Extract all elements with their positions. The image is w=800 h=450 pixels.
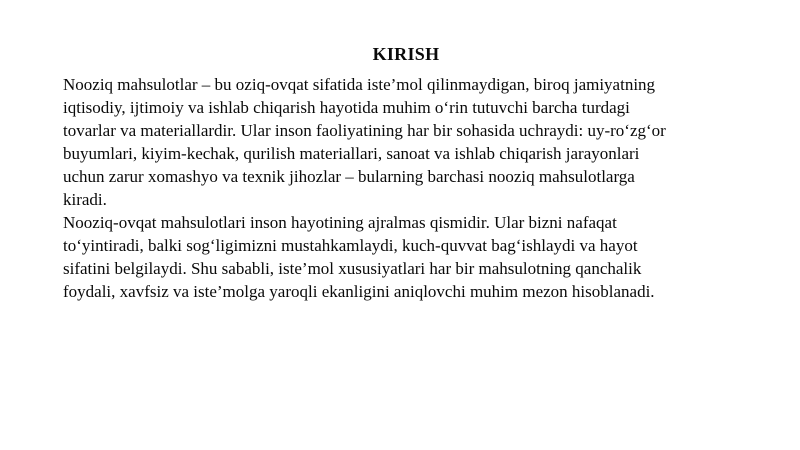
paragraph-line: toʻyintiradi, balki sogʻligimizni mustahkamlaydi, kuch-quvvat bagʻishlaydi va hayot bbox=[63, 236, 638, 255]
text-block bbox=[63, 42, 749, 303]
paragraph-line: foydali, xavfsiz va iste’molga yaroqli ekanligini aniqlovchi muhim mezon hisoblanadi. bbox=[63, 282, 655, 301]
paragraph-line: uchun zarur xomashyo va texnik jihozlar – bularning barchasi nooziq mahsulotlarga bbox=[63, 167, 635, 186]
paragraph-line: Nooziq-ovqat mahsulotlari inson hayotining ajralmas qismidir. Ular bizni nafaqat bbox=[63, 213, 617, 232]
paragraph-1 bbox=[63, 73, 749, 211]
paragraph-line: sifatini belgilaydi. Shu sababli, iste’mol xususiyatlari har bir mahsulotning qanchalik bbox=[63, 259, 642, 278]
paragraph-line: iqtisodiy, ijtimoiy va ishlab chiqarish hayotida muhim oʻrin tutuvchi barcha turdagi bbox=[63, 98, 630, 117]
paragraph-line: tovarlar va materiallardir. Ular inson faoliyatining har bir sohasida uchraydi: uy-roʻzgʻor bbox=[63, 121, 666, 140]
paragraph-line: buyumlari, kiyim-kechak, qurilish materiallari, sanoat va ishlab chiqarish jarayonlari bbox=[63, 144, 640, 163]
paragraph-2 bbox=[63, 211, 749, 303]
paragraph-line: kiradi. bbox=[63, 190, 107, 209]
page-title: KIRISH bbox=[372, 44, 440, 64]
paragraph-line: Nooziq mahsulotlar – bu oziq-ovqat sifatida iste’mol qilinmaydigan, biroq jamiyatning bbox=[63, 75, 656, 94]
